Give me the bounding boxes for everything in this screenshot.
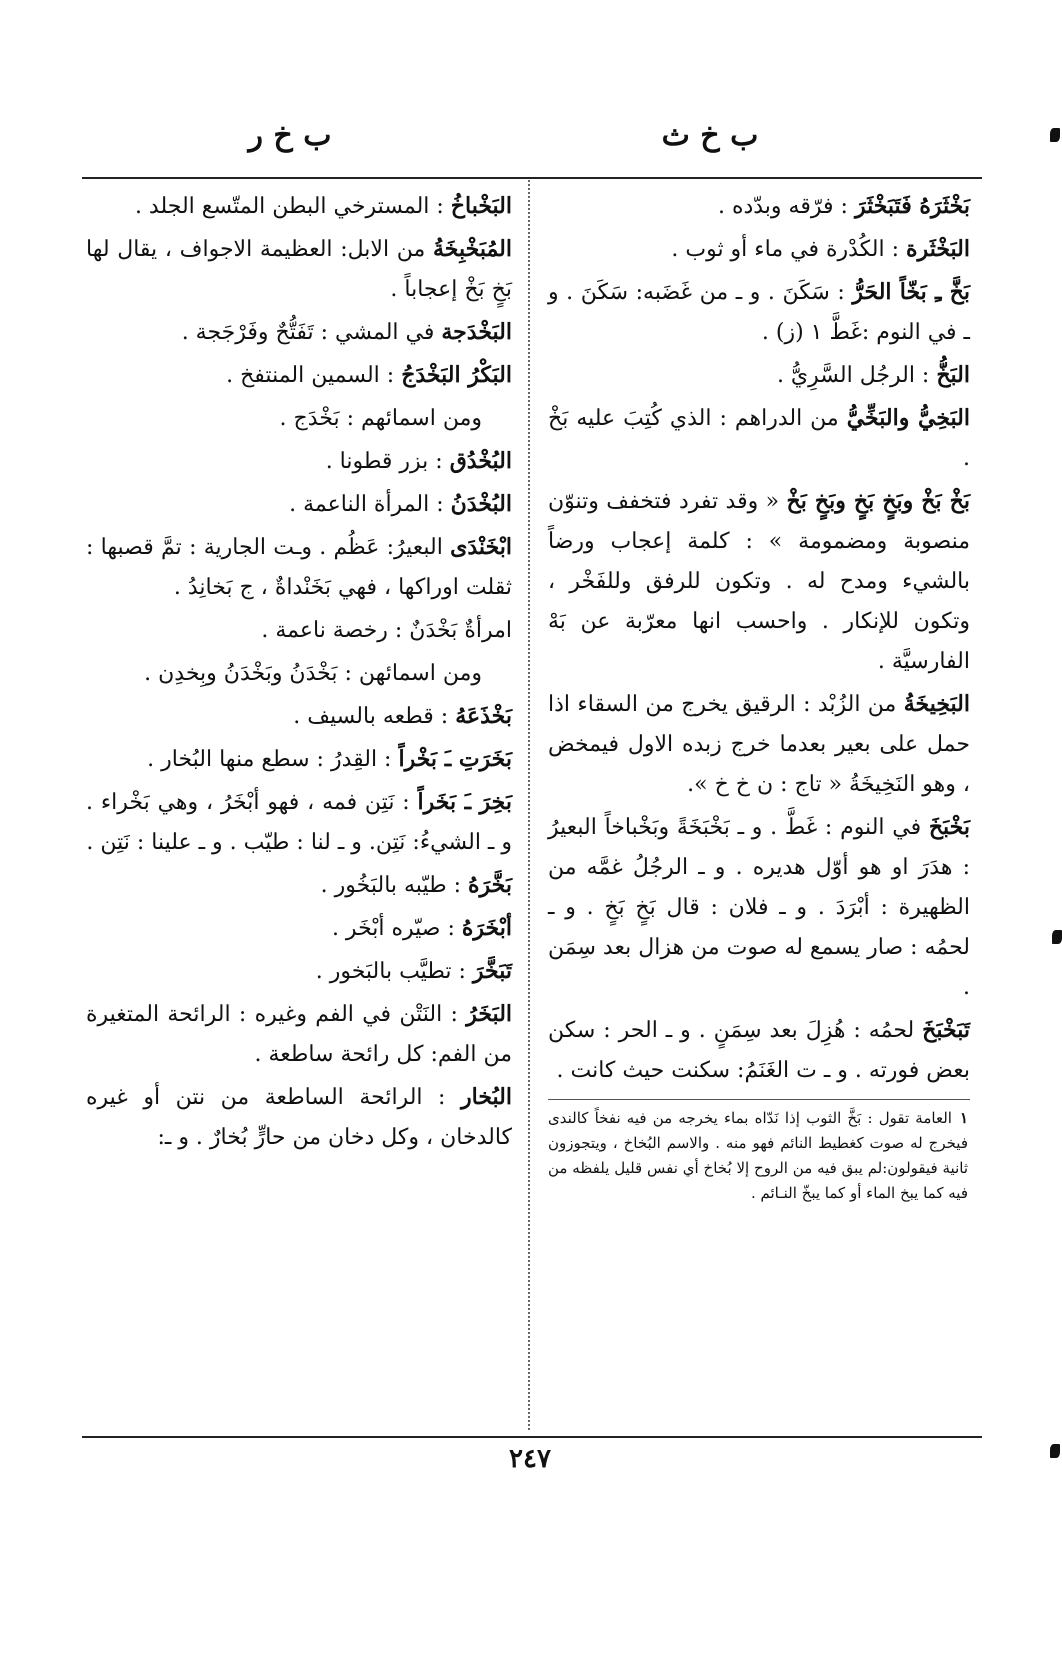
entry (548, 807, 970, 1008)
entry (86, 186, 512, 227)
definition: : نَتِن فمه ، فهو أبْخَرُ ، وهي بَخْراء . و ـ الشيءُ: نَتِن. و ـ لنا : طيّب . و ـ علينا : نَتِن . (86, 790, 512, 855)
headword: البَخْثَرة (906, 236, 970, 262)
definition: لحمُه : هُزِلَ بعد سِمَنٍ . و ـ الحر : سكن بعض فورته . و ـ ت الغَنَمُ: سكنت حيث كانت . (548, 1018, 970, 1083)
margin-mark-middle-right (1052, 930, 1062, 944)
headword: بَخْبَخَ (928, 814, 970, 840)
definition: : سَكَنَ . و ـ من غَضَبه: سَكَنَ . و ـ في النوم :غَطَّ ١ (ز) . (548, 280, 970, 345)
definition: : بزر قطونا . (325, 449, 443, 474)
entry (86, 782, 512, 863)
entry (548, 1010, 970, 1091)
definition: : السمين المنتفخ . (226, 363, 395, 388)
definition: من الابل: العظيمة الاجواف ، يقال لها بَخٍ بَخْ إعجاباً . (86, 237, 512, 302)
headword: بَخْثَرَهُ فَتَبَخْثَرَ (854, 193, 970, 219)
headword: البَخِيخَةُ (903, 691, 970, 717)
entry (86, 355, 512, 396)
entry (86, 908, 512, 949)
right-column (548, 186, 970, 1206)
entry (86, 653, 512, 694)
footer-rule (82, 1436, 982, 1438)
entry (548, 684, 970, 805)
entry (86, 739, 512, 780)
headword: البُخْدُق (449, 448, 512, 474)
headword: البَكْرُ البَخْدَجُ (401, 362, 512, 388)
entry (548, 398, 970, 479)
page-number: ٢٤٧ (509, 1444, 551, 1474)
headword: ابْخَنْدَى (450, 534, 512, 560)
definition: : المرأة الناعمة . (289, 492, 444, 517)
headword: البُخار (461, 1084, 512, 1110)
entry (86, 441, 512, 482)
running-header-right: ب خ ث (661, 118, 759, 153)
headword: بَخَّرَهُ (468, 872, 512, 898)
entry (86, 1077, 512, 1158)
definition: : الكُدْرة في ماء أو ثوب . (671, 237, 900, 262)
headword: بَخْذَعَهُ (455, 703, 512, 729)
entry (86, 994, 512, 1075)
definition: : قطعه بالسيف . (293, 704, 449, 729)
definition: في النوم : غَطَّ . و ـ بَخْبَخَةً وبَخْباخاً البعيرُ : هدَرَ او هو أوّل هديره . و ـ الرجُلُ غمَّه من الظهيرة : أبْرَدَ . و ـ فلان : قال بَخٍ بَخٍ . و ـ لحمُه : صار يسمع له صوت من هزال بعد سِمَن . (548, 815, 970, 1000)
entry (86, 696, 512, 737)
column-divider (528, 180, 530, 1430)
footnote-text: العامة تقول : بَخَّ الثوب إذا نَدّاه بماء يخرجه من فيه نفخاً كالندى فيخرج له صوت كغطيط النائم فهو منه . والاسم البُخاخ ، ويتجوزون ثانية فيقولون:لم يبق فيه من الروح إلا بُخاخ أي نفس قليل يلفظه من فيه كما يبخ الماء أو كما يبخّ النـائم . (548, 1109, 968, 1202)
headword: المُبَخْبِخَةُ (432, 236, 512, 262)
headword: البَخُّ (936, 362, 970, 388)
definition: : المسترخي البطن المتّسع الجلد . (134, 194, 444, 219)
entry (86, 865, 512, 906)
headword: بَخَّ ـِ بَخّاً الحَرُّ (852, 279, 970, 305)
entry (86, 398, 512, 439)
definition: : فرّقه وبدّده . (717, 194, 848, 219)
left-column (86, 186, 512, 1160)
entry (548, 481, 970, 682)
definition: : تطيَّب بالبَخور . (315, 959, 466, 984)
entry (548, 355, 970, 396)
entry (86, 951, 512, 992)
headword: البَخِيُّ والبَخِّيُّ (846, 405, 970, 431)
headword: تَبَخْبَخَ (922, 1017, 970, 1043)
definition: : الرجُل السَّرِيُّ . (776, 363, 930, 388)
headword: البَخَرُ (466, 1001, 513, 1027)
headword: بَخَرَتِ ـَ بَخْراً (398, 746, 512, 772)
entry (548, 229, 970, 270)
definition: « وقد تفرد فتخفف وتنوّن منصوبة ومضمومة » : كلمة إعجاب ورضاً بالشيء ومدح له . وتكون للرفق وللفَخْر ، وتكون للإنكار . واحسب انها معرّبة عن بَهْ الفارسيَّة . (548, 489, 970, 674)
definition: : النَتْن في الفم وغيره : الرائحة المتغيرة من الفم: كل رائحة ساطعة . (86, 1002, 512, 1067)
footnote (548, 1106, 970, 1206)
definition: : الرائحة الساطعة من نتن أو غيره كالدخان ، وكل دخان من حارٍّ بُخارٌ . و ـ: (86, 1085, 512, 1150)
running-header-left: ب خ ر (248, 118, 332, 153)
definition: : صيّره أبْخَر . (331, 916, 455, 941)
entry (86, 527, 512, 608)
headword: تَبَخَّرَ (472, 958, 512, 984)
entry (548, 272, 970, 353)
margin-mark-bottom-right (1050, 1444, 1060, 1458)
footnote-rule (548, 1099, 970, 1100)
headword: أبْخَرَهُ (461, 915, 512, 941)
header-rule (82, 177, 982, 179)
definition: في المشي : تَفَتُّحٌ وفَرْجَجة . (181, 320, 435, 345)
entry (548, 186, 970, 227)
definition: ومن اسمائهم : بَخْدَج . (279, 406, 482, 431)
entry (86, 312, 512, 353)
definition: البعيرُ: عَظُم . وـت الجارية : تمَّ قصبها : ثقلت اوراكها ، فهي بَخَنْداةٌ ، ج بَخانِدُ . (86, 535, 512, 600)
definition: : القِدرُ : سطع منها البُخار . (147, 747, 392, 772)
margin-mark-top-right (1050, 128, 1060, 142)
headword: بَخِرَ ـَ بَخَراً (417, 789, 512, 815)
entry (86, 484, 512, 525)
headword: البُخْدَنُ (450, 491, 512, 517)
definition: امرأةٌ بَخْدَنٌ : رخصة ناعمة . (261, 618, 512, 643)
entry (86, 229, 512, 310)
definition: من الزُبْد : الرقيق يخرج من السقاء اذا حمل على بعير بعدما خرج زبده الاول فيمخض ، وهو النَخِيخَةُ « تاج : ن خ خ ». (548, 692, 970, 797)
definition: ومن اسمائهن : بَخْدَنُ وبَخْدَنُ وبِخدِن . (144, 661, 482, 686)
headword: البَخْباخُ (450, 193, 512, 219)
definition: : طيّبه بالبَخُور . (320, 873, 461, 898)
definition: من الدراهم : الذي كُتِبَ عليه بَخْ . (548, 406, 970, 471)
entry (86, 610, 512, 651)
headword: بَخْ بَخْ وبَخٍ بَخٍ وبَخٍ بَخْ (786, 488, 970, 514)
headword: البَخْدَجة (441, 319, 512, 345)
footnote-number: ١ (959, 1109, 968, 1127)
